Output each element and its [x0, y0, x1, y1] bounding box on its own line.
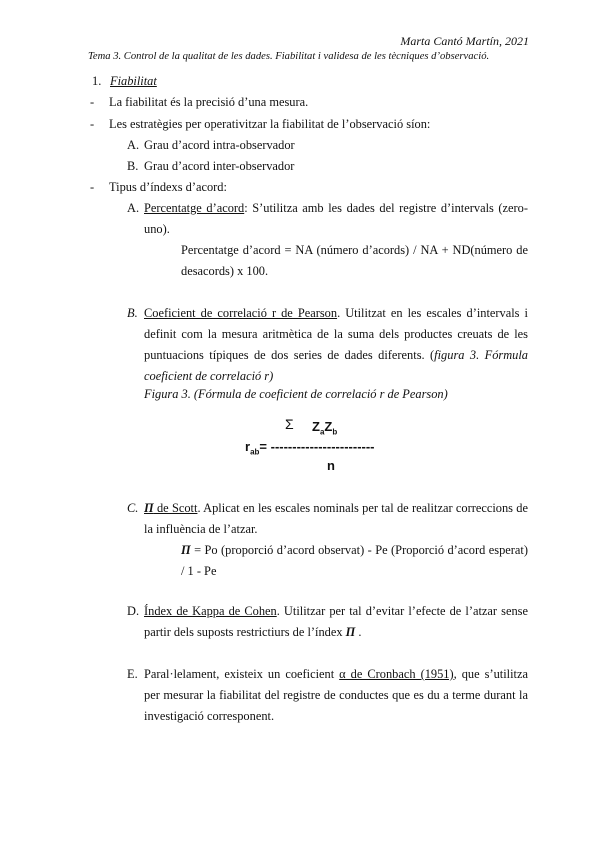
list-letter: B. — [127, 159, 139, 173]
list-letter: A. — [127, 138, 140, 152]
bullet-index-types: Tipus d’índexs d’acord: — [109, 180, 227, 194]
item-text: : S’utilitza amb les dades del registre d’intervals (zero-uno). — [144, 201, 529, 236]
formula-scott-pi: Π = Po (proporció d’acord observat) - Pe (Proporció d’acord esperat) / 1 - Pe — [181, 543, 528, 578]
equation-denominator: n — [327, 458, 335, 473]
item-cronbach: E. Paral·lelament, existeix un coeficient α de Cronbach (1951), que s’utilitza per mesurar la fiabilitat del registre de conductes que es du a terme durant la investigació corresponent. — [127, 664, 528, 727]
list-text: Grau d’acord inter-observador — [144, 159, 295, 173]
list-item — [127, 135, 295, 156]
equation-numerator: $Z_aZ_b$ — [312, 419, 338, 437]
item-percentage-agreement — [127, 198, 528, 240]
item-scott-pi — [127, 498, 528, 540]
item-text: . Aplicat en les escales nominals per tal de realitzar correccions de la influència de l’atzar. — [144, 501, 528, 536]
document-subtitle: Tema 3. Control de la qualitat de les dades. Fiabilitat i validesa de les tècniques d’observació. — [88, 51, 490, 62]
item-letter: D. — [127, 604, 140, 618]
equation-fraction-line: = ------------------------ — [259, 439, 375, 454]
item-letter: E. — [127, 667, 138, 681]
equation-sigma: Σ — [285, 416, 294, 432]
equation-lhs: $r_{ab}=$ ------------------------ — [245, 439, 375, 457]
section-title: Fiabilitat — [110, 74, 157, 88]
item-text: . Utilitzat en les escales d’intervals i definit com la mesura aritmètica de la suma dels productes creuats de les puntuacions típiques de dos series de dades diferents. ( — [144, 306, 528, 362]
term-pearson: Coeficient de correlació r de Pearson — [144, 306, 338, 320]
list-item — [127, 156, 294, 177]
section-number: 1. — [92, 74, 102, 88]
pi-symbol: Π — [345, 625, 356, 639]
item-letter: B. — [127, 306, 138, 320]
bullet-dash: - — [90, 95, 95, 109]
bullet-dash: - — [90, 117, 95, 131]
item-pearson — [127, 303, 528, 387]
item-kappa: D. Índex de Kappa de Cohen. Utilitzar per tal d’evitar l’efecte de l’atzar sense partir dels suposts restrictiurs de l’índex Π . — [127, 601, 528, 643]
figure-reference: figura 3. Fórmula coeficient de correlació r) — [144, 348, 528, 383]
list-text: Grau d’acord intra-observador — [144, 138, 295, 152]
term-cronbach-alpha: α de Cronbach (1951) — [339, 667, 454, 681]
item-text: . Utilitzar per tal d’evitar l’efecte de l’atzar sense partir dels suposts restrictiurs de l’índex — [144, 604, 528, 639]
bullet-strategies: Les estratègies per operativitzar la fiabilitat de l’observació síon: — [109, 117, 431, 131]
term-kappa: Índex de Kappa de Cohen — [144, 604, 277, 618]
figure-caption: Figura 3. (Fórmula de coeficient de correlació r de Pearson) — [144, 387, 448, 401]
term-scott-pi: Π de Scott — [144, 501, 198, 515]
formula-percentage-agreement: Percentatge d’acord = NA (número d’acords) / NA + ND(número de desacords) x 100. — [181, 243, 528, 278]
bullet-dash: - — [90, 180, 95, 194]
item-letter: A. — [127, 201, 140, 215]
term-percentage-agreement: Percentatge d’acord — [144, 201, 245, 215]
item-text: , que s’utilitza per mesurar la fiabilitat del registre de conductes que es du a terme durant la investigació corresponent. — [144, 667, 528, 723]
item-letter: C. — [127, 501, 139, 515]
author-line: Marta Cantó Martín, 2021 — [400, 34, 529, 48]
bullet-reliability-definition: La fiabilitat és la precisió d’una mesura. — [109, 95, 309, 109]
section-heading — [92, 71, 157, 92]
